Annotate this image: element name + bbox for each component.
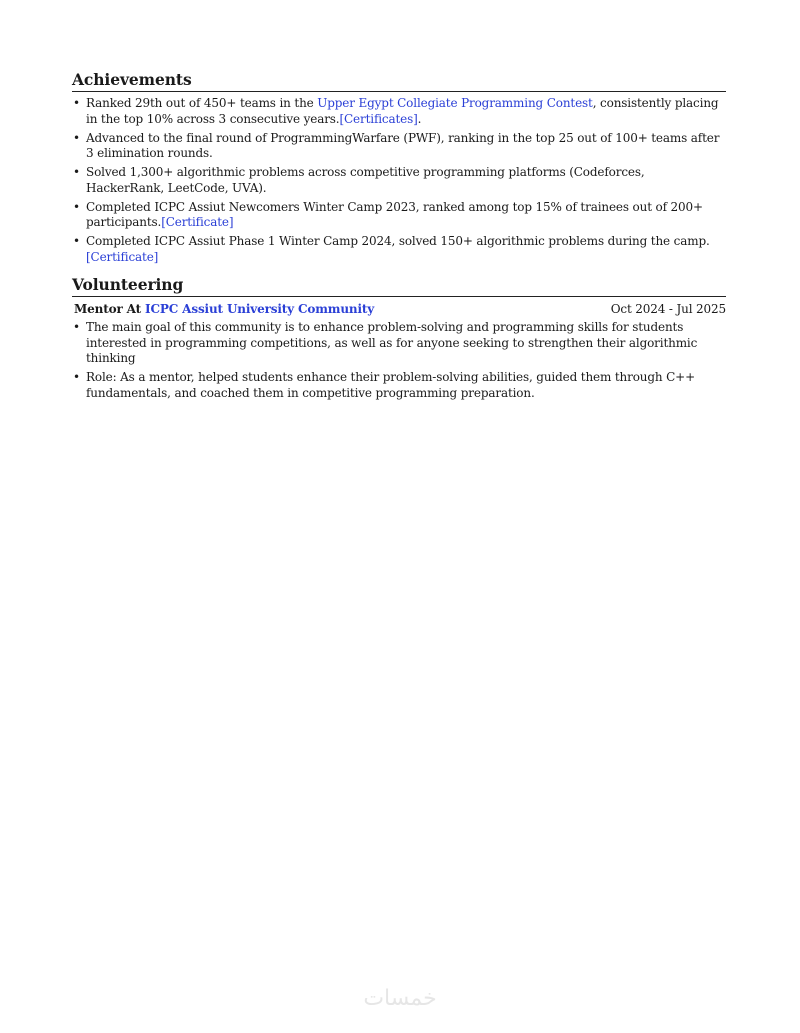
achievements-list (72, 96, 726, 265)
bullet-icon: • (73, 96, 80, 110)
achievement-text: Completed ICPC Assiut Newcomers Winter Camp 2023, ranked among top 15% of trainees out of 200+ participants. (86, 199, 703, 230)
achievement-text: Solved 1,300+ algorithmic problems across competitive programming platforms (Codeforces, HackerRank, LeetCode, UVA). (86, 165, 645, 195)
watermark-logo: خمسات (363, 986, 437, 1011)
bullet-icon: • (73, 165, 80, 180)
bullet-icon: • (73, 370, 80, 385)
volunteering-list (72, 320, 726, 401)
achievement-text: Ranked 29th out of 450+ teams in the (86, 96, 318, 110)
certificate-link[interactable]: [Certificate] (86, 249, 159, 264)
achievement-item-4 (72, 200, 726, 231)
achievement-text: Advanced to the final round of ProgrammingWarfare (PWF), ranking in the top 25 out of 100+ teams after 3 elimination rounds. (86, 130, 720, 161)
volunteering-item-1 (72, 320, 726, 367)
bullet-icon: • (73, 234, 80, 249)
volunteering-text: Role: As a mentor, helped students enhance their problem-solving abilities, guided them through C++ fundamentals, and coached them in competitive programming preparation. (86, 370, 695, 400)
achievement-text: . (417, 111, 422, 126)
achievement-item-5 (72, 234, 726, 265)
achievement-text: Completed ICPC Assiut Phase 1 Winter Camp 2024, solved 150+ algorithmic problems during the camp. (86, 234, 710, 249)
achievement-item-1 (72, 96, 726, 127)
entry-title (74, 302, 374, 316)
role-label: Mentor At (74, 302, 146, 317)
organization-link[interactable]: ICPC Assiut University Community (145, 302, 375, 317)
volunteering-heading: Volunteering (72, 275, 726, 297)
volunteering-item-2 (72, 370, 726, 401)
certificates-link[interactable]: [Certificates] (339, 111, 418, 126)
resume-page (72, 70, 726, 405)
bullet-icon: • (73, 130, 80, 145)
achievement-text: , consistently placing in the top 10% across 3 consecutive years. (86, 96, 719, 126)
contest-link[interactable]: Upper Egypt Collegiate Programming Contest (317, 96, 593, 110)
bullet-icon: • (73, 199, 80, 214)
volunteering-text: The main goal of this community is to enhance problem-solving and programming skills for students interested in programming competitions, as well as for anyone seeking to strengthen their algorithmic thinking (86, 320, 698, 366)
entry-dates: Oct 2024 - Jul 2025 (610, 302, 726, 317)
achievement-item-2 (72, 131, 726, 162)
certificate-link[interactable]: [Certificate] (161, 215, 234, 230)
achievement-item-3 (72, 165, 726, 196)
bullet-icon: • (73, 320, 80, 335)
volunteering-entry-header (72, 302, 726, 316)
achievements-heading: Achievements (72, 70, 726, 92)
